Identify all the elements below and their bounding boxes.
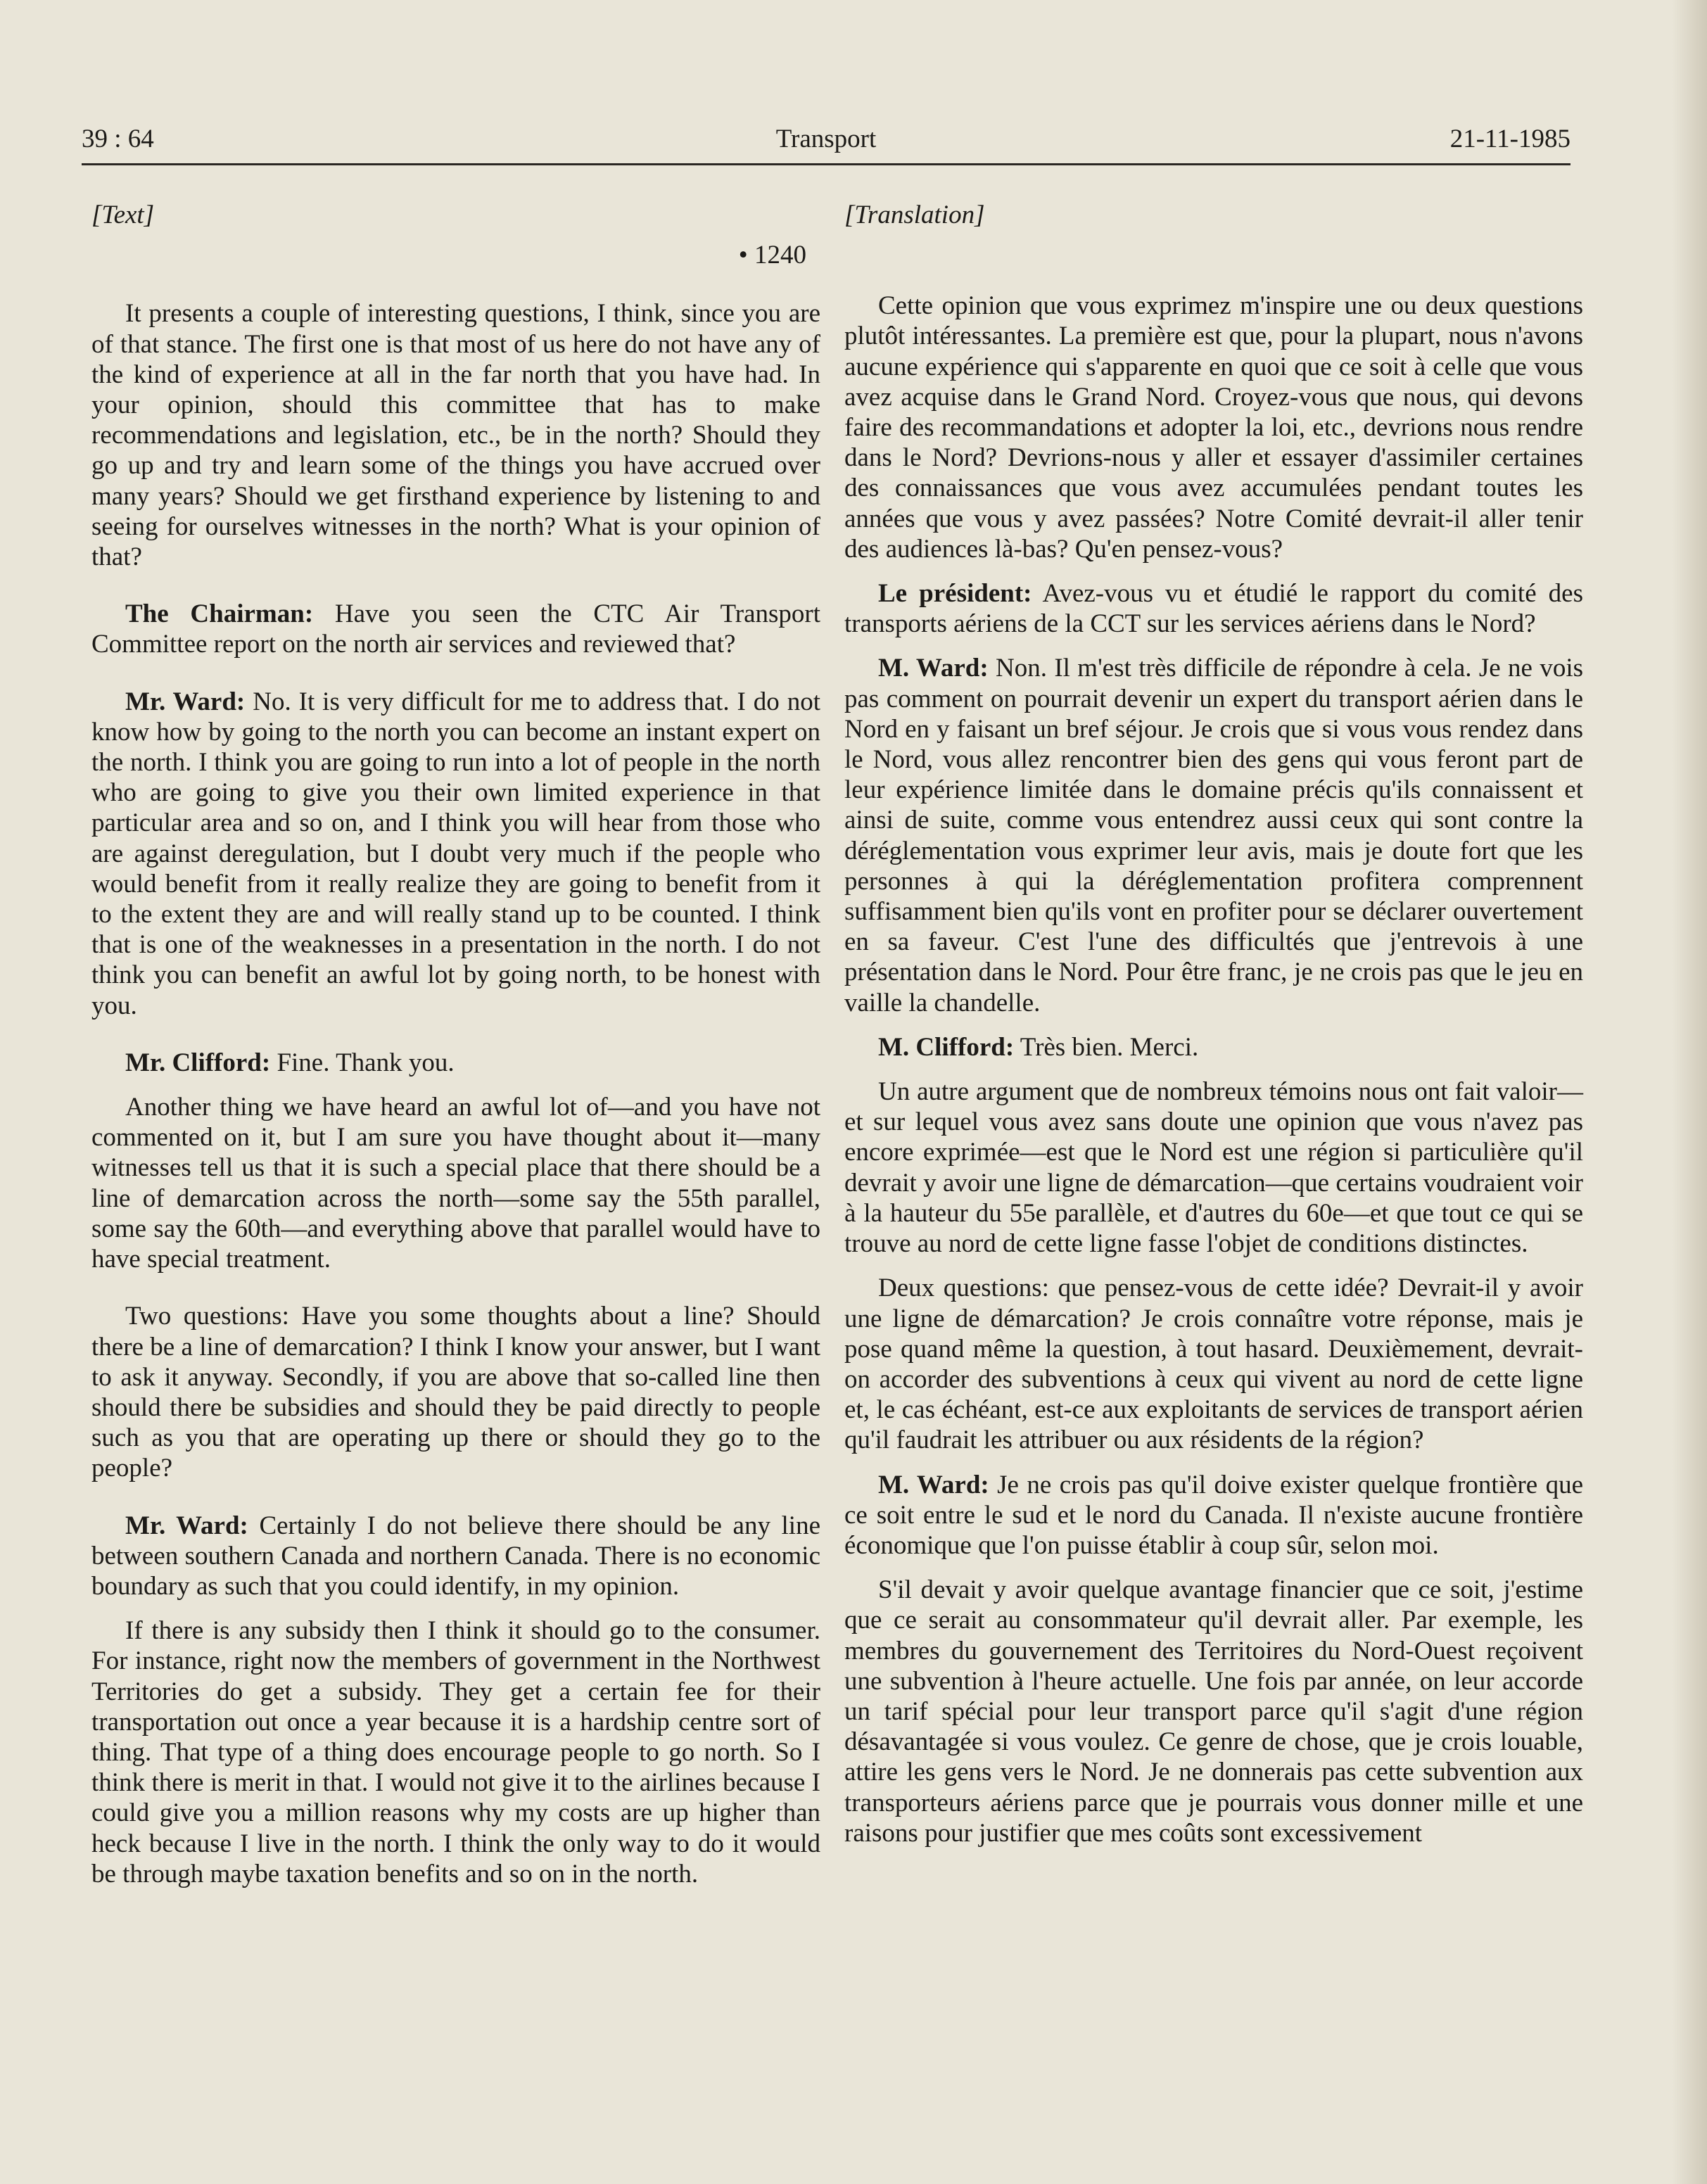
speaker-name: Mr. Ward: bbox=[125, 1511, 248, 1540]
paragraph: Another thing we have heard an awful lot of—and you have not commented on it, but I am sure you have thought about it—many witnesses tell us that it is such a special place that there should be a line of demarcation across the north—some say the 55th parallel, some say the 60th—and everything above that parallel would have to have special treatment. bbox=[91, 1093, 820, 1274]
header-title: Transport bbox=[775, 125, 877, 153]
page-edge-shadow bbox=[1672, 0, 1707, 2184]
paragraph: M. Ward: Non. Il m'est très difficile de répondre à cela. Je ne vois pas comment on pourrait devenir un expert du transport aérien dans le Nord en y faisant un bref séjour. Je crois que si vous vous rendez dans le Nord, vous allez rencontrer bien des gens qui vous feront part de leur expérience limitée dans le domaine précis qu'ils connaissent et ainsi de suite, comme vous entendrez aussi ceux qui sont contre la déréglementation vous exprimer leur avis, mais je doute fort que les personnes à qui la déréglementation profitera comprennent suffisamment bien qu'ils vont en profiter pour se déclarer ouvertement en sa faveur. C'est l'une des difficultés que j'entrevois à une présentation dans le Nord. Pour être franc, je ne crois pas que le jeu en vaille la chandelle. bbox=[844, 654, 1583, 1017]
paragraph: Mr. Ward: Certainly I do not believe there should be any line between southern Canada and northern Canada. There is no economic boundary as such that you could identify, in my opinion. bbox=[91, 1511, 820, 1601]
speaker-name: Mr. Clifford: bbox=[125, 1048, 271, 1077]
speaker-name: M. Ward: bbox=[878, 1470, 989, 1499]
time-marker: • 1240 bbox=[738, 241, 806, 270]
header-date: 21-11-1985 bbox=[1449, 125, 1570, 153]
paragraph: M. Ward: Je ne crois pas qu'il doive exister quelque frontière que ce soit entre le sud et le nord du Canada. Il n'existe aucune frontière économique que l'on puisse établir à coup sûr, selon moi. bbox=[844, 1470, 1583, 1560]
speaker-name: The Chairman: bbox=[125, 599, 314, 629]
paragraph: S'il devait y avoir quelque avantage financier que ce soit, j'estime que ce serait au consommateur qu'il devrait aller. Par exemple, les membres du gouvernement des Territoires du Nord-Ouest reçoivent une subvention à l'heure actuelle. Une fois par année, on leur accorde un tarif spécial pour leur transport parce qu'il s'agit d'une région désavantagée si vous voulez. Ce genre de chose, que je crois louable, attire les gens vers le Nord. Je ne donnerais pas cette subvention aux transporteurs aériens parce que je pourrais vous donner mille et une raisons pour justifier que mes coûts sont excessivement bbox=[844, 1575, 1583, 1848]
speaker-name: Le président: bbox=[878, 579, 1032, 609]
speaker-name: M. Ward: bbox=[878, 654, 989, 683]
paragraph: If there is any subsidy then I think it should go to the consumer. For instance, right now the members of government in the Northwest Territories do get a subsidy. They get a certain fee for their transportation out once a year because it is a hardship centre sort of thing. That type of a thing does encourage people to go north. So I think there is merit in that. I would not give it to the airlines because I could give you a million reasons why my costs are up higher than heck because I live in the north. I think the only way to do it would be through maybe taxation benefits and so on in the north. bbox=[91, 1616, 820, 1888]
paragraph: It presents a couple of interesting questions, I think, since you are of that stance. The first one is that most of us here do not have any of the kind of experience at all in the far north that you have had. In your opinion, should this committee that has to make recommendations and legislation, etc., be in the north? Should they go up and try and learn some of the things you have accrued over many years? Should we get firsthand experience by listening to and seeing for ourselves witnesses in the north? What is your opinion of that? bbox=[91, 299, 820, 572]
french-column bbox=[844, 200, 1583, 1848]
paragraph: The Chairman: Have you seen the CTC Air Transport Committee report on the north air services and reviewed that? bbox=[91, 599, 821, 659]
column-label: [Text] bbox=[91, 201, 155, 229]
header-page-number: 39 : 64 bbox=[82, 125, 154, 153]
english-column bbox=[91, 200, 820, 1889]
header-rule bbox=[82, 163, 1570, 165]
column-label: [Translation] bbox=[844, 201, 985, 229]
page-header bbox=[82, 124, 1570, 163]
paragraph: Le président: Avez-vous vu et étudié le rapport du comité des transports aériens de la CCT sur les services aériens dans le Nord? bbox=[844, 579, 1583, 639]
paragraph: Mr. Ward: No. It is very difficult for me to address that. I do not know how by going to the north you can become an instant expert on the north. I think you are going to run into a lot of people in the north who are going to give you their own limited experience in that particular area and so on, and I think you will hear from those who are against deregulation, but I doubt very much if the people who would benefit from it really realize they are going to benefit from it to the extent they are and will really stand up to be counted. I think that is one of the weaknesses in a presentation in the north. I do not think you can benefit an awful lot by going north, to be honest with you. bbox=[91, 687, 821, 1020]
paragraph: M. Clifford: Très bien. Merci. bbox=[878, 1032, 1199, 1062]
paragraph: Two questions: Have you some thoughts about a line? Should there be a line of demarcation? I think I know your answer, but I want to ask it anyway. Secondly, if you are above that so-called line then should there be subsidies and should they be paid directly to people such as you that are operating up there or should they go to the people? bbox=[91, 1302, 820, 1483]
paragraph: Mr. Clifford: Fine. Thank you. bbox=[125, 1048, 455, 1077]
speaker-name: Mr. Ward: bbox=[125, 687, 246, 716]
paragraph: Cette opinion que vous exprimez m'inspire une ou deux questions plutôt intéressantes. La première est que, pour la plupart, nous n'avons aucune expérience qui s'apparente en quoi que ce soit à celle que vous avez acquise dans le Grand Nord. Croyez-vous que nous, qui devons faire des recommandations et adopter la loi, etc., devrions nous rendre dans le Nord? Devrions-nous y aller et essayer d'assimiler certaines des connaissances que vous avez accumulées pendant toutes les années que vous y avez passées? Notre Comité devrait-il aller tenir des audiences là-bas? Qu'en pensez-vous? bbox=[844, 291, 1583, 564]
paragraph: Un autre argument que de nombreux témoins nous ont fait valoir—et sur lequel vous avez sans doute une opinion que vous n'avez pas encore exprimée—est que le Nord est une région si particulière qu'il devrait y avoir une ligne de démarcation—que certains voudraient voir à la hauteur du 55e parallèle, et d'autres du 60e—et que tout ce qui se trouve au nord de cette ligne fasse l'objet de conditions distinctes. bbox=[844, 1077, 1583, 1259]
speaker-name: M. Clifford: bbox=[878, 1032, 1015, 1062]
paragraph: Deux questions: que pensez-vous de cette idée? Devrait-il y avoir une ligne de démarcation? Je crois connaître votre réponse, mais je pose quand même la question, à tout hasard. Deuxièmement, devrait-on accorder des subventions à ceux qui vivent au nord de cette ligne et, le cas échéant, est-ce aux exploitants de services de transport aérien qu'il faudrait les attribuer ou aux résidents de la région? bbox=[844, 1274, 1583, 1455]
